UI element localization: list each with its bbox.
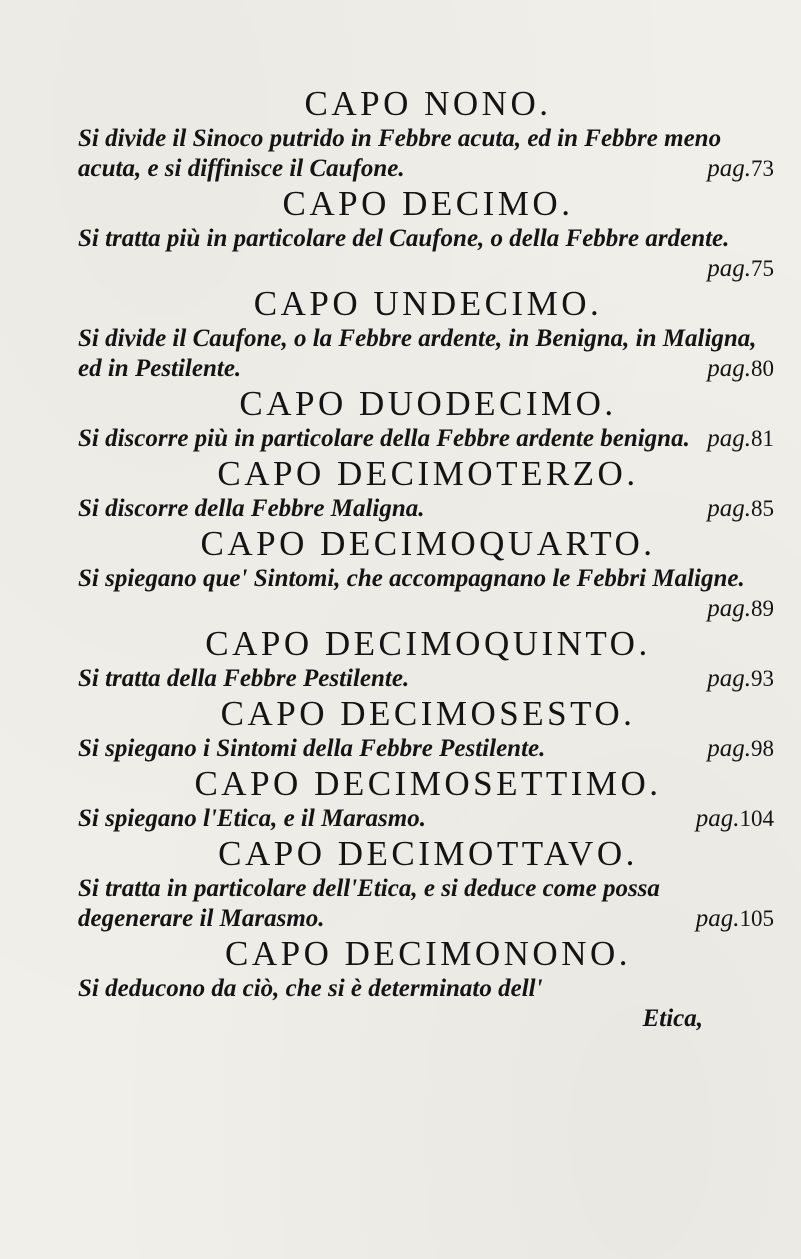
summary-text: Si discorre della Febbre Maligna. — [78, 495, 425, 522]
page-label: pag. — [707, 495, 751, 522]
page-reference — [707, 154, 774, 184]
chapter-10 — [78, 184, 778, 284]
page-label: pag. — [707, 665, 751, 692]
summary-text: Si tratta in particolare dell'Etica, e si deduce come possa degenerare il Marasmo. — [78, 875, 660, 932]
chapter-heading: CAPO DECIMO. — [282, 184, 574, 223]
summary-text: Si tratta più in particolare del Caufone, o della Febbre ardente. — [78, 225, 730, 252]
chapter-17 — [78, 764, 778, 834]
chapter-heading: CAPO UNDECIMO. — [253, 284, 603, 323]
chapter-summary — [78, 124, 778, 184]
page-reference — [707, 354, 774, 384]
chapter-heading: CAPO DECIMOTTAVO. — [218, 834, 638, 873]
chapter-heading: CAPO DECIMOQUINTO. — [205, 624, 651, 663]
summary-text: Si deducono da ciò, che si è determinato dell' — [78, 975, 543, 1002]
page-label: pag. — [695, 805, 740, 832]
page-reference — [696, 804, 774, 834]
summary-text: Si divide il Sinoco putrido in Febbre acuta, ed in Febbre meno acuta, e si diffinisce il Caufone. — [78, 125, 722, 182]
chapter-summary — [78, 804, 778, 834]
chapter-11 — [78, 284, 778, 384]
page-label: pag. — [707, 155, 751, 182]
chapter-heading: CAPO DECIMOSESTO. — [220, 694, 636, 733]
summary-text: Si spiegano i Sintomi della Febbre Pestilente. — [78, 735, 546, 762]
summary-text: Si divide il Caufone, o la Febbre ardente, in Benigna, in Maligna, ed in Pestilente. — [78, 325, 757, 382]
chapter-heading: CAPO DECIMOTERZO. — [217, 454, 639, 493]
page-number: 73 — [751, 156, 774, 181]
page-label: pag. — [707, 355, 751, 382]
chapter-summary — [78, 974, 778, 1004]
chapter-summary — [78, 564, 778, 624]
chapter-14 — [78, 524, 778, 624]
page-number: 81 — [751, 426, 774, 451]
chapter-summary — [78, 494, 778, 524]
chapter-16 — [78, 694, 778, 764]
page-number: 104 — [739, 806, 774, 831]
chapter-summary — [78, 324, 778, 384]
page-reference — [696, 904, 774, 934]
chapter-summary — [78, 424, 778, 454]
page-label: pag. — [707, 255, 751, 282]
chapter-19 — [78, 934, 778, 1004]
chapter-summary — [78, 664, 778, 694]
page-number: 89 — [751, 596, 774, 621]
page-label: pag. — [707, 595, 751, 622]
chapter-18 — [78, 834, 778, 934]
page-number: 93 — [751, 666, 774, 691]
summary-text: Si discorre più in particolare della Febbre ardente benigna. — [78, 425, 690, 452]
summary-text: Si spiegano l'Etica, e il Marasmo. — [78, 805, 426, 832]
chapter-15 — [78, 624, 778, 694]
chapter-heading: CAPO DECIMOSETTIMO. — [194, 764, 662, 803]
chapter-9 — [78, 84, 778, 184]
chapter-13 — [78, 454, 778, 524]
page-label: pag. — [707, 735, 751, 762]
chapter-heading: CAPO DECIMOQUARTO. — [200, 524, 656, 563]
summary-text: Si tratta della Febbre Pestilente. — [78, 665, 410, 692]
chapter-summary — [78, 224, 778, 284]
catchword: Etica, — [642, 1005, 703, 1032]
chapter-summary — [78, 734, 778, 764]
chapter-12 — [78, 384, 778, 454]
page-reference — [707, 254, 774, 284]
page-number: 105 — [739, 906, 774, 931]
page-reference — [707, 594, 774, 624]
page-reference — [707, 494, 774, 524]
page-number: 75 — [751, 256, 774, 281]
chapter-heading: CAPO NONO. — [304, 84, 552, 123]
chapter-heading: CAPO DUODECIMO. — [239, 384, 617, 423]
chapter-heading: CAPO DECIMONONO. — [224, 934, 632, 973]
page-number: 98 — [751, 736, 774, 761]
page-label: pag. — [707, 425, 751, 452]
page-number: 80 — [751, 356, 774, 381]
page-number: 85 — [751, 496, 774, 521]
summary-text: Si spiegano que' Sintomi, che accompagnano le Febbri Maligne. — [78, 565, 745, 592]
page-reference — [707, 424, 774, 454]
page-label: pag. — [695, 905, 740, 932]
page-reference — [707, 664, 774, 694]
chapter-summary — [78, 874, 778, 934]
page-reference — [707, 734, 774, 764]
table-of-contents — [78, 84, 778, 1034]
